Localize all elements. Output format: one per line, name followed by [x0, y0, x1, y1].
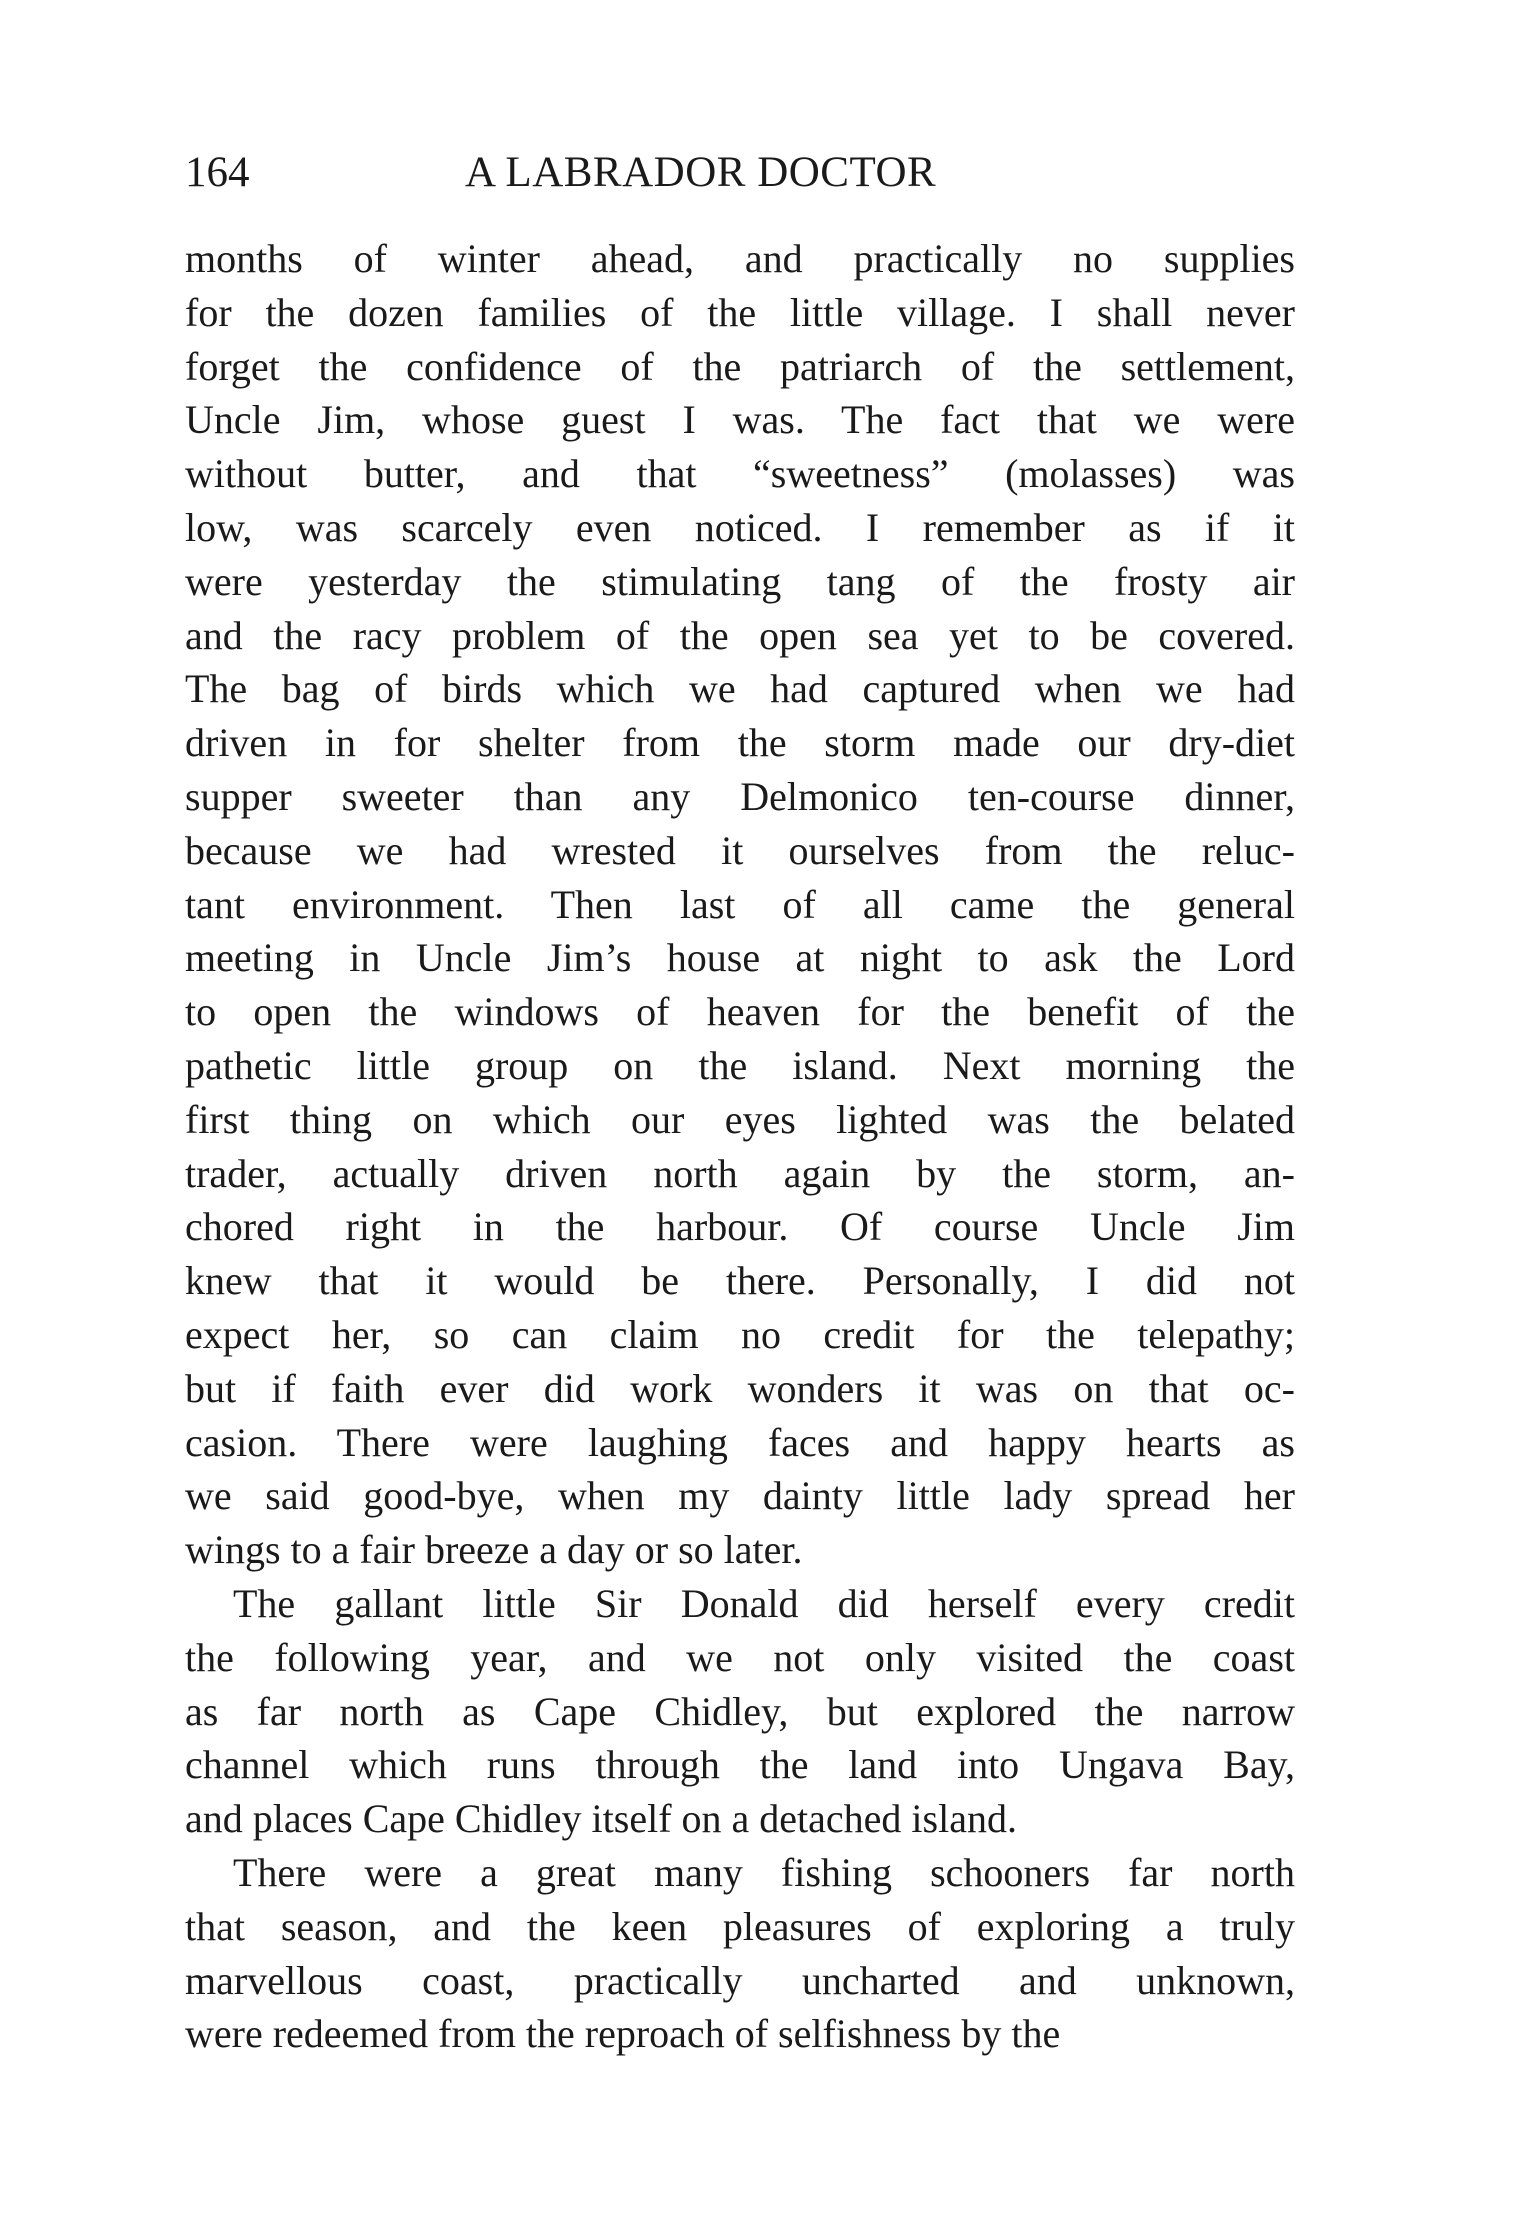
page-number: 164	[185, 149, 250, 196]
text-line: The gallant little Sir Donald did herself every credit	[233, 1580, 1295, 1626]
text-line: pathetic little group on the island. Next morning the	[185, 1042, 1295, 1088]
text-line: months of winter ahead, and practically no supplies	[185, 236, 1295, 281]
text-line: trader, actually driven north again by the storm, an-	[185, 1150, 1295, 1196]
text-line: casion. There were laughing faces and happy hearts as	[185, 1419, 1295, 1465]
text-line: tant environment. Then last of all came the general	[185, 881, 1295, 927]
text-line: as far north as Cape Chidley, but explored the narrow	[185, 1688, 1295, 1734]
text-line: without butter, and that “sweetness” (molasses) was	[185, 451, 1295, 497]
text-line: were yesterday the stimulating tang of the frosty air	[185, 558, 1295, 604]
text-line: supper sweeter than any Delmonico ten-course dinner,	[185, 773, 1295, 819]
text-line: driven in for shelter from the storm made our dry-diet	[185, 720, 1295, 766]
text-line: the following year, and we not only visited the coast	[185, 1634, 1295, 1680]
text-line: we said good-bye, when my dainty little lady spread her	[185, 1473, 1295, 1519]
text-line: The bag of birds which we had captured when we had	[185, 666, 1295, 712]
text-line: wings to a fair breeze a day or so later.	[185, 1527, 803, 1573]
paragraph	[185, 232, 1295, 1577]
text-line: to open the windows of heaven for the benefit of the	[185, 989, 1295, 1035]
book-title: A LABRADOR DOCTOR	[465, 149, 937, 196]
text-line: meeting in Uncle Jim’s house at night to ask the Lord	[185, 935, 1295, 981]
text-line: There were a great many fishing schooners far north	[233, 1849, 1295, 1895]
text-line: knew that it would be there. Personally, I did not	[185, 1258, 1295, 1304]
text-line: chored right in the harbour. Of course Uncle Jim	[185, 1204, 1295, 1250]
text-line: and the racy problem of the open sea yet to be covered.	[185, 612, 1295, 658]
paragraph	[185, 1577, 1295, 1846]
text-line: and places Cape Chidley itself on a detached island.	[185, 1796, 1017, 1842]
body-text	[185, 232, 1295, 2061]
paragraph	[185, 1846, 1295, 2061]
text-line: were redeemed from the reproach of selfishness by the	[185, 2011, 1061, 2057]
text-line: low, was scarcely even noticed. I remember as if it	[185, 504, 1295, 550]
text-line: first thing on which our eyes lighted was the belated	[185, 1096, 1295, 1142]
running-head	[185, 143, 1295, 203]
text-line: but if faith ever did work wonders it was on that oc-	[185, 1365, 1295, 1411]
text-line: that season, and the keen pleasures of exploring a truly	[185, 1903, 1295, 1949]
text-line: marvellous coast, practically uncharted and unknown,	[185, 1957, 1295, 2003]
text-line: Uncle Jim, whose guest I was. The fact that we were	[185, 397, 1295, 443]
text-line: for the dozen families of the little village. I shall never	[185, 289, 1295, 335]
text-line: because we had wrested it ourselves from the reluc-	[185, 827, 1295, 873]
text-line: channel which runs through the land into Ungava Bay,	[185, 1742, 1295, 1788]
text-line: expect her, so can claim no credit for the telepathy;	[185, 1311, 1295, 1357]
text-line: forget the confidence of the patriarch of the settlement,	[185, 343, 1295, 389]
